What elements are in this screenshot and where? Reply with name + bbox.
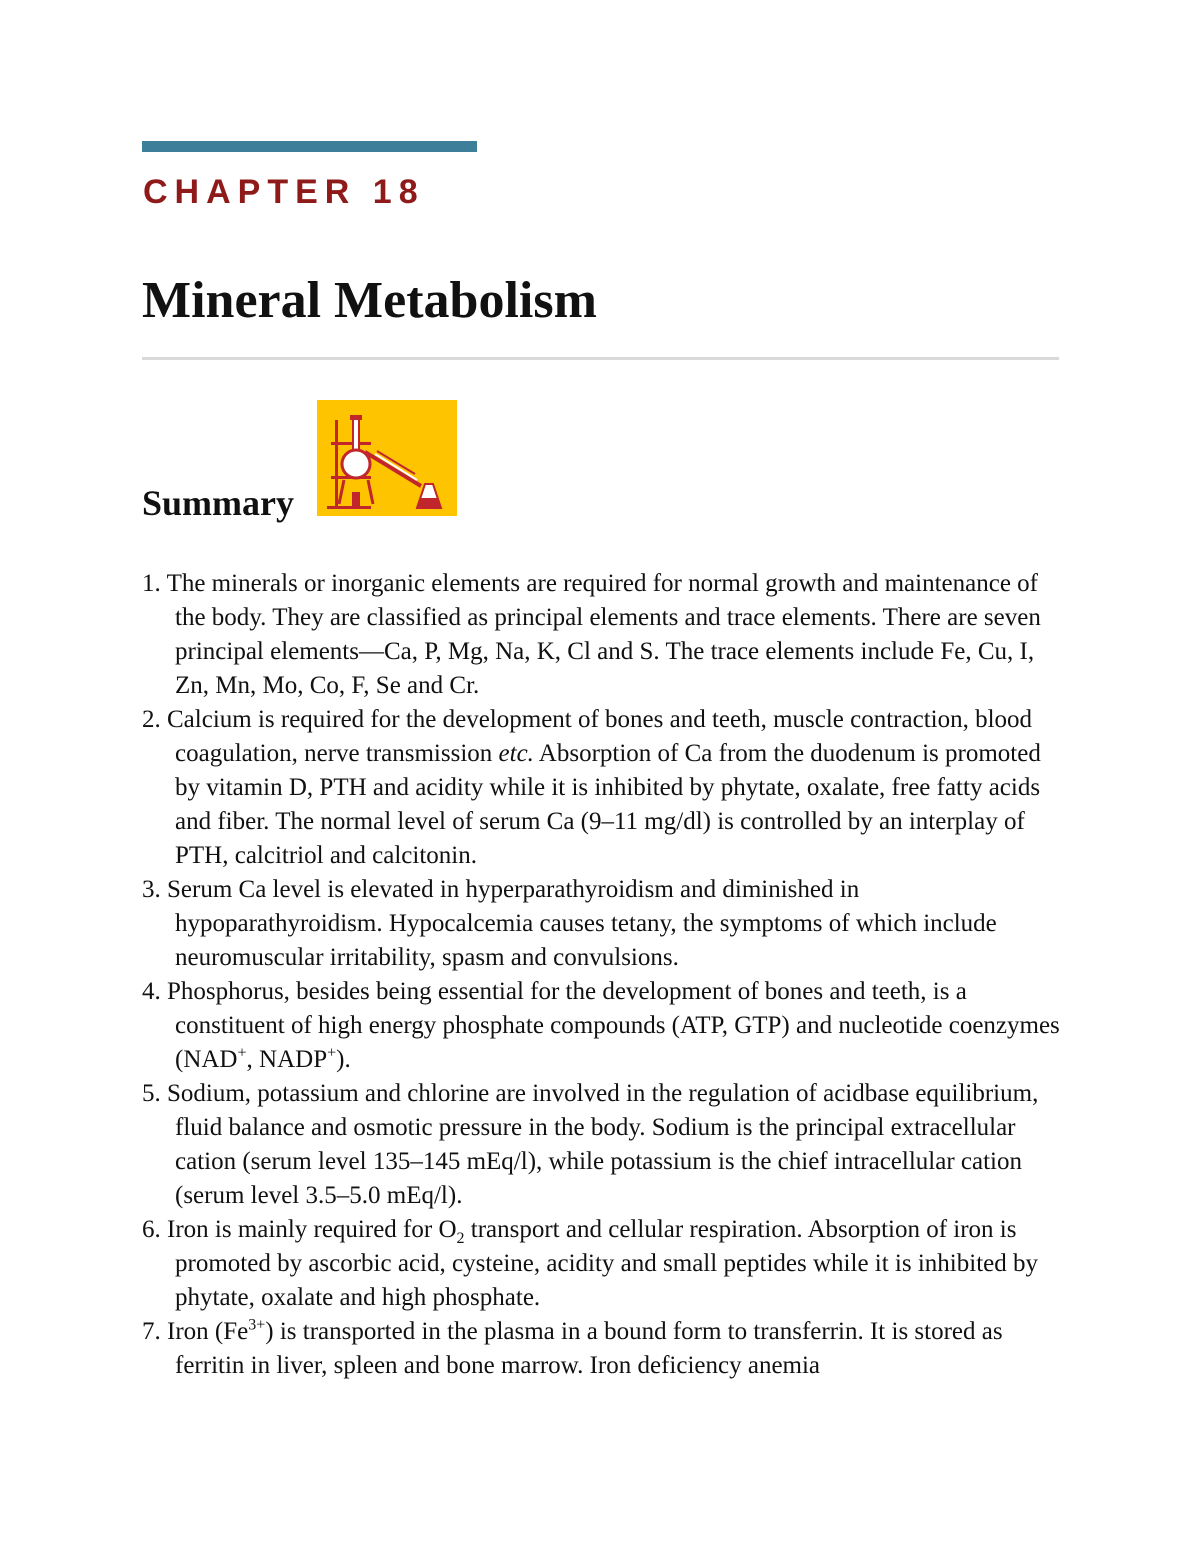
chapter-label: CHAPTER 18 xyxy=(143,173,425,211)
superscript: 3+ xyxy=(248,1316,266,1334)
title-divider xyxy=(142,357,1059,360)
list-item-number: 6. xyxy=(142,1216,161,1243)
list-item-text: Calcium is required for the development of bones and teeth, muscle contraction, blood coagulation, nerve transmission xyxy=(167,706,1033,767)
list-item-text: ) is transported in the plasma in a bound form to transferrin. It is stored as ferritin in liver, spleen and bone marrow. Iron deficiency anemia xyxy=(175,1318,1003,1379)
list-item-number: 7. xyxy=(142,1318,161,1345)
list-item xyxy=(142,1315,1067,1383)
list-item xyxy=(142,1213,1067,1315)
list-item-text: Serum Ca level is elevated in hyperparathyroidism and diminished in hypoparathyroidism. Hypocalcemia causes tetany, the symptoms of which include neuromuscular irritability, spasm and convulsions. xyxy=(167,876,997,971)
list-item xyxy=(142,975,1067,1077)
list-item-text: Iron (Fe xyxy=(167,1318,249,1345)
list-item-text: Absorption of Ca from the duodenum is promoted by vitamin D, PTH and acidity while it is inhibited by phytate, oxalate, free fatty acids and fiber. The normal level of serum Ca (9–11 mg/dl) is controlled by an interplay of PTH, calcitriol and calcitonin. xyxy=(175,740,1041,869)
list-item xyxy=(142,1077,1067,1213)
subscript: 2 xyxy=(456,1230,465,1247)
list-item-text: The minerals or inorganic elements are required for normal growth and maintenance of the body. They are classified as principal elements and trace elements. There are seven principal elements—Ca, P, Mg, Na, K, Cl and S. The trace elements include Fe, Cu, I, Zn, Mn, Mo, Co, F, Se and Cr. xyxy=(166,570,1041,699)
superscript: + xyxy=(327,1044,337,1062)
list-item-text: Sodium, potassium and chlorine are involved in the regulation of acidbase equilibrium, fluid balance and osmotic pressure in the body. Sodium is the principal extracellular cation (serum level 135–145 mEq/l), while potassium is the chief intracellular cation (serum level 3.5–5.0 mEq/l). xyxy=(167,1080,1039,1209)
list-item-number: 2. xyxy=(142,706,161,733)
summary-heading: Summary xyxy=(142,483,294,523)
list-item-number: 3. xyxy=(142,876,161,903)
list-item-text: , NADP xyxy=(246,1046,328,1073)
list-item-text: ). xyxy=(336,1046,351,1073)
list-item xyxy=(142,703,1067,873)
list-item-number: 1. xyxy=(142,570,161,597)
distillation-apparatus-icon xyxy=(317,400,457,516)
list-item-text: Phosphorus, besides being essential for the development of bones and teeth, is a constituent of high energy phosphate compounds (ATP, GTP) and nucleotide coenzymes (NAD xyxy=(167,978,1060,1073)
list-item-number: 5. xyxy=(142,1080,161,1107)
list-item-number: 4. xyxy=(142,978,161,1005)
list-item-text: Iron is mainly required for O xyxy=(167,1216,457,1243)
chapter-accent-rule xyxy=(142,141,477,152)
list-item xyxy=(142,567,1067,703)
chapter-title: Mineral Metabolism xyxy=(142,272,597,329)
list-item-text: transport and cellular respiration. Absorption of iron is promoted by ascorbic acid, cysteine, acidity and small peptides while it is inhibited by phytate, oxalate and high phosphate. xyxy=(175,1216,1038,1311)
summary-list xyxy=(142,567,1067,1383)
superscript: + xyxy=(237,1044,247,1062)
list-item xyxy=(142,873,1067,975)
list-item-italic: etc. xyxy=(498,740,534,767)
